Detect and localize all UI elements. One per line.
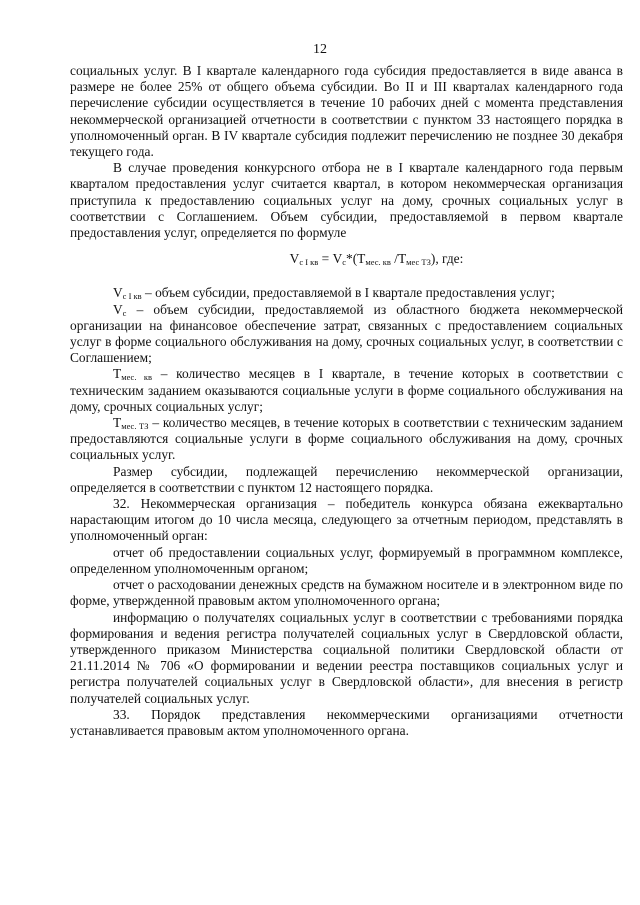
formula-mid: *(T — [346, 251, 366, 267]
definition-v-total — [70, 302, 623, 367]
definition-subscript: мес. ТЗ — [121, 421, 149, 432]
formula-vc-subscript: с — [342, 257, 347, 268]
definition-symbol: T — [113, 415, 122, 431]
paragraph-item-32: 32. Некоммерческая организация – победитель конкурса обязана ежеквартально нарастающим итогом до 10 числа месяца, следующего за отчетным периодом, представлять в уполномоченный орган: — [70, 496, 623, 544]
definition-symbol: V — [113, 301, 123, 317]
formula-lhs: V — [289, 251, 300, 267]
definition-text: – количество месяцев, в течение которых в соответствии с техническим заданием предоставляются социальные услуги в форме социального обслуживания на дому, срочных социальных услуг. — [70, 415, 623, 463]
definition-text: – объем субсидии, предоставляемой в I квартале предоставления услуг; — [141, 285, 555, 301]
paragraph-report-services: отчет об предоставлении социальных услуг, формируемый в программном комплексе, определенном уполномоченным органом; — [70, 544, 623, 576]
definition-text: – объем субсидии, предоставляемой из областного бюджета некоммерческой организации на финансовое обеспечение затрат, связанных с предоставлением социальных услуг в форме социального обслуживания на дому, срочных социальных услуг, в соответствии с Соглашением; — [70, 301, 623, 366]
formula-t1-subscript: мес. кв — [365, 257, 391, 268]
definition-t-months-tz — [70, 415, 623, 464]
paragraph-item-33: 33. Порядок представления некоммерческими организациями отчетности устанавливается правовым актом уполномоченного органа. — [70, 706, 623, 738]
formula-lhs-subscript: с I кв — [299, 257, 319, 268]
paragraph-first-quarter-case: В случае проведения конкурсного отбора не в I квартале календарного года первым кварталом предоставления услуг считается квартал, в котором некоммерческая организация приступила к предоставлению социальных услуг на дому, срочных социальных услуг в соответствии с Соглашением. Объем субсидии, предоставляемой в первом квартале предоставления услуг, определяется по формуле — [70, 160, 623, 241]
paragraph-subsidy-amount: Размер субсидии, подлежащей перечислению некоммерческой организации, определяется в соответствии с пунктом 12 настоящего порядка. — [70, 463, 623, 495]
definition-text: – количество месяцев в I квартале, в течение которых в соответствии с техническим заданием оказываются социальные услуги в форме социального обслуживания на дому, срочных социальных услуг; — [70, 366, 623, 414]
paragraph-recipients-info: информацию о получателях социальных услуг в соответствии с требованиями порядка формирования и ведения регистра получателей социальных услуг в Свердловской области, утвержденного приказом Министерства социальной политики Свердловской области от 21.11.2014 № 706 «О формировании и ведении реестра поставщиков социальных услуг и регистра получателей социальных услуг в Свердловской области», для внесения в регистр получателей социальных услуг. — [70, 609, 623, 706]
definition-subscript: с — [122, 307, 127, 318]
definition-symbol: T — [113, 366, 122, 382]
definition-subscript: мес. кв — [121, 372, 153, 383]
formula-tail: ), где: — [430, 251, 464, 267]
page-number: 12 — [313, 42, 327, 57]
formula — [130, 251, 623, 267]
definition-symbol: V — [113, 285, 123, 301]
formula-t2-subscript: мес ТЗ — [406, 257, 431, 268]
paragraph-report-funds: отчет о расходовании денежных средств на бумажном носителе и в электронном виде по форме, утвержденной правовым актом уполномоченного органа; — [70, 577, 623, 609]
definition-v-first-quarter — [70, 285, 623, 301]
formula-slash: /T — [390, 251, 407, 267]
definition-subscript: с I кв — [122, 291, 142, 302]
paragraph-subsidy-schedule: социальных услуг. В I квартале календарного года субсидия предоставляется в виде аванса в размере не более 25% от общего объема субсидии. Во II и III кварталах календарного года перечисление субсидии осуществляется в течение 10 рабочих дней с момента представления некоммерческой организацией отчетности в соответствии с пунктом 33 настоящего порядка в уполномоченный орган. В IV квартале субсидия подлежит перечислению не позднее 30 декабря текущего года. — [70, 63, 623, 160]
definition-t-months-quarter — [70, 366, 623, 415]
document-body — [70, 63, 623, 739]
formula-equals: = V — [318, 251, 343, 267]
